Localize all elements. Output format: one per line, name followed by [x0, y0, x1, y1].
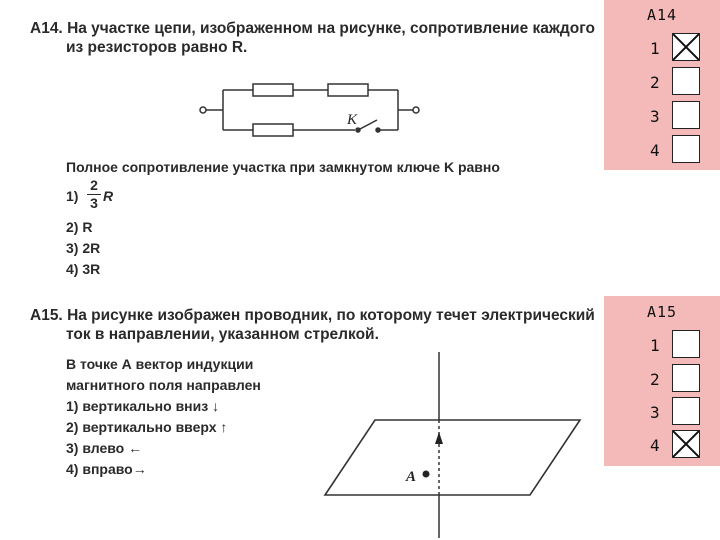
left-terminal	[200, 107, 206, 113]
q15-option-2: 2) вертикально вверх ↑	[66, 419, 228, 435]
answer-checkbox-checked[interactable]	[672, 430, 700, 458]
answer-option-1[interactable]	[650, 330, 710, 360]
answer-option-1-num: 1	[650, 39, 660, 58]
resistor-top-1	[253, 84, 293, 96]
q14-option-1-num: 1)	[66, 188, 79, 204]
right-terminal	[413, 107, 419, 113]
q14-question	[66, 157, 500, 178]
q15-number: A15.	[30, 307, 63, 324]
q15-line2: ток в направлении, указанном стрелкой.	[66, 326, 379, 343]
conductor-diagram	[320, 340, 600, 540]
answer-option-4[interactable]	[650, 135, 710, 165]
panel-a14-title: A14	[646, 6, 678, 24]
q14-option-3: 3) 2R	[66, 240, 101, 256]
plane	[325, 420, 580, 495]
fraction-numerator: 2	[90, 177, 98, 193]
circuit-diagram	[195, 78, 455, 148]
q14-line1: На участке цепи, изображенном на рисунке, сопротивление каждого	[67, 20, 595, 37]
q14-question-text: Полное сопротивление участка при замкнутом ключе K равно	[66, 159, 500, 175]
answer-checkbox-checked[interactable]	[672, 33, 700, 61]
q14-number: A14.	[30, 20, 63, 37]
q15-option-1: 1) вертикально вниз ↓	[66, 398, 220, 414]
fraction-denominator: 3	[87, 194, 101, 212]
answer-option-3[interactable]	[650, 397, 710, 427]
answer-option-2-num: 2	[650, 370, 660, 389]
key-contact-right	[376, 128, 380, 132]
answer-checkbox[interactable]	[672, 101, 700, 129]
answer-checkbox[interactable]	[672, 364, 700, 392]
answer-option-2-num: 2	[650, 73, 660, 92]
answer-option-2[interactable]	[650, 67, 710, 97]
key-contact-left	[356, 128, 360, 132]
answer-option-4[interactable]	[650, 430, 710, 460]
answer-panel-a15	[604, 296, 720, 466]
q14-option-2: 2) R	[66, 219, 93, 235]
q14-option-1-unit-text: R	[103, 188, 114, 204]
q15-option-4: 4) вправо→	[66, 461, 147, 477]
answer-panel-a14	[604, 0, 720, 170]
q15-sub-line2: магнитного поля направлен	[66, 377, 261, 393]
key-switch	[360, 120, 377, 129]
q14-options	[66, 217, 100, 280]
q15-body	[66, 354, 261, 480]
answer-option-4-num: 4	[650, 141, 660, 160]
answer-option-1[interactable]	[650, 33, 710, 63]
resistor-bottom	[253, 124, 293, 136]
answer-option-2[interactable]	[650, 364, 710, 394]
answer-option-3-num: 3	[650, 403, 660, 422]
q15-line1: На рисунке изображен проводник, по которому течет электрический	[67, 307, 595, 324]
answer-option-4-num: 4	[650, 436, 660, 455]
key-label: K	[347, 112, 358, 128]
q15-text	[30, 306, 610, 344]
answer-checkbox[interactable]	[672, 397, 700, 425]
answer-checkbox[interactable]	[672, 135, 700, 163]
panel-a15-title: A15	[646, 303, 678, 321]
answer-option-1-num: 1	[650, 336, 660, 355]
checkbox-cross-icon	[673, 34, 699, 60]
point-a-marker	[423, 471, 430, 478]
q14-option-1-unit	[103, 186, 113, 207]
checkbox-cross-icon	[673, 431, 699, 457]
q14-line2: из резисторов равно R.	[66, 39, 248, 56]
q15-sub-line1: В точке А вектор индукции	[66, 356, 254, 372]
answer-checkbox[interactable]	[672, 67, 700, 95]
answer-option-3[interactable]	[650, 101, 710, 131]
resistor-top-2	[328, 84, 368, 96]
answer-checkbox[interactable]	[672, 330, 700, 358]
point-a-label: A	[406, 469, 417, 485]
current-arrow-icon	[435, 432, 443, 444]
answer-option-3-num: 3	[650, 107, 660, 126]
q14-option-4: 4) 3R	[66, 261, 101, 277]
q14-text	[30, 19, 610, 57]
q14-option-1-fraction	[87, 177, 101, 212]
q14-option-1	[66, 186, 78, 207]
q15-option-3: 3) влево ←	[66, 440, 143, 456]
